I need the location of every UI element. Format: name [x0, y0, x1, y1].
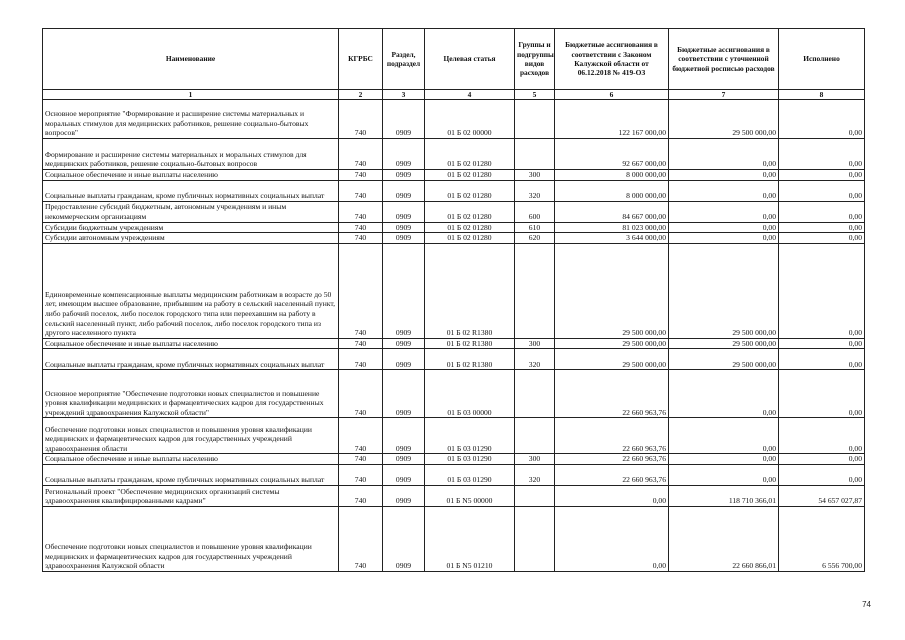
cell-target: 01 Б N5 00000: [425, 485, 515, 506]
cell-section: 0909: [383, 485, 425, 506]
cell-section: 0909: [383, 170, 425, 181]
cell-name: Субсидии бюджетным учреждениям: [43, 222, 339, 233]
cell-kgrbs: 740: [339, 180, 383, 201]
cell-executed: 0,00: [779, 100, 865, 139]
cell-group: [515, 243, 555, 338]
cell-section: 0909: [383, 243, 425, 338]
cell-section: 0909: [383, 464, 425, 485]
cell-group: 320: [515, 180, 555, 201]
cell-executed: 0,00: [779, 139, 865, 170]
table-row: [43, 222, 865, 233]
cell-kgrbs: 740: [339, 100, 383, 139]
cell-section: 0909: [383, 201, 425, 222]
header-budget-law: Бюджетные ассигнования в соответствии с Законом Калужской области от 06.12.2018 № 419-ОЗ: [555, 29, 669, 90]
cell-executed: 54 657 027,87: [779, 485, 865, 506]
cell-budget-law: 22 660 963,76: [555, 454, 669, 465]
cell-target: 01 Б 02 01280: [425, 201, 515, 222]
cell-name: Предоставление субсидий бюджетным, автономным учреждениям и иным некоммерческим организациям: [43, 201, 339, 222]
table-row: [43, 506, 865, 571]
cell-name: Основное мероприятие "Формирование и расширение системы материальных и моральных стимулов для медицинских работников, решение социально-бытовых вопросов": [43, 100, 339, 139]
budget-table: [42, 28, 865, 572]
cell-budget-law: 22 660 963,76: [555, 370, 669, 418]
cell-target: 01 Б 02 01280: [425, 233, 515, 244]
table-row: [43, 418, 865, 454]
cell-budget-refined: 29 500 000,00: [669, 100, 779, 139]
cell-executed: 0,00: [779, 170, 865, 181]
cell-target: 01 Б 02 01280: [425, 180, 515, 201]
cell-executed: 0,00: [779, 233, 865, 244]
cell-budget-refined: 0,00: [669, 201, 779, 222]
cell-target: 01 Б 02 R1380: [425, 338, 515, 349]
cell-name: Единовременные компенсационные выплаты медицинским работникам в возрасте до 50 лет, имеющим высшее образование, прибывшим на работу в сельский населенный пункт, либо рабочий поселок, либо поселок городского типа или переехавшим на работу в сельский населенный пункт, либо рабочий поселок, либо поселок городского типа из другого населенного пункта: [43, 243, 339, 338]
cell-kgrbs: 740: [339, 485, 383, 506]
cell-target: 01 Б 02 00000: [425, 100, 515, 139]
header-row: [43, 29, 865, 90]
table-row: [43, 243, 865, 338]
cell-kgrbs: 740: [339, 139, 383, 170]
cell-budget-law: 22 660 963,76: [555, 464, 669, 485]
cell-name: Социальное обеспечение и иные выплаты населению: [43, 454, 339, 465]
cell-budget-law: 29 500 000,00: [555, 349, 669, 370]
cell-section: 0909: [383, 100, 425, 139]
cell-budget-law: 8 000 000,00: [555, 180, 669, 201]
cell-executed: 0,00: [779, 418, 865, 454]
cell-kgrbs: 740: [339, 349, 383, 370]
cell-target: 01 Б 02 01280: [425, 170, 515, 181]
column-number: 1: [43, 90, 339, 100]
table-row: [43, 464, 865, 485]
table-row: [43, 233, 865, 244]
cell-executed: 0,00: [779, 180, 865, 201]
cell-executed: 0,00: [779, 464, 865, 485]
cell-target: 01 Б 02 01280: [425, 222, 515, 233]
table-row: [43, 370, 865, 418]
cell-budget-law: 81 023 000,00: [555, 222, 669, 233]
table-row: [43, 170, 865, 181]
header-kgrbs: КГРБС: [339, 29, 383, 90]
cell-name: Обеспечение подготовки новых специалистов и повышения уровня квалификации медицинских и фармацевтических кадров для государственных учреждений здравоохранения области: [43, 418, 339, 454]
cell-group: 320: [515, 464, 555, 485]
cell-group: 610: [515, 222, 555, 233]
cell-budget-refined: 0,00: [669, 464, 779, 485]
cell-kgrbs: 740: [339, 338, 383, 349]
cell-group: 620: [515, 233, 555, 244]
table-row: [43, 485, 865, 506]
cell-section: 0909: [383, 370, 425, 418]
cell-name: Формирование и расширение системы материальных и моральных стимулов для медицинских работников, решение социально-бытовых вопросов: [43, 139, 339, 170]
header-executed: Исполнено: [779, 29, 865, 90]
cell-budget-law: 122 167 000,00: [555, 100, 669, 139]
cell-group: [515, 485, 555, 506]
cell-section: 0909: [383, 338, 425, 349]
cell-budget-refined: 29 500 000,00: [669, 243, 779, 338]
cell-name: Социальное обеспечение и иные выплаты населению: [43, 170, 339, 181]
cell-budget-refined: 29 500 000,00: [669, 338, 779, 349]
cell-budget-law: 29 500 000,00: [555, 338, 669, 349]
cell-group: 300: [515, 454, 555, 465]
cell-budget-refined: 0,00: [669, 418, 779, 454]
cell-section: 0909: [383, 180, 425, 201]
cell-budget-refined: 0,00: [669, 454, 779, 465]
cell-section: 0909: [383, 139, 425, 170]
table-row: [43, 338, 865, 349]
cell-group: [515, 418, 555, 454]
cell-target: 01 Б 02 R1380: [425, 243, 515, 338]
cell-name: Субсидии автономным учреждениям: [43, 233, 339, 244]
column-number: 6: [555, 90, 669, 100]
cell-budget-refined: 0,00: [669, 222, 779, 233]
cell-section: 0909: [383, 506, 425, 571]
cell-target: 01 Б 03 01290: [425, 454, 515, 465]
header-section: Раздел, подраздел: [383, 29, 425, 90]
cell-budget-refined: 0,00: [669, 139, 779, 170]
table-row: [43, 139, 865, 170]
cell-group: [515, 100, 555, 139]
cell-group: [515, 139, 555, 170]
page-number: 74: [862, 600, 871, 609]
header-name: Наименование: [43, 29, 339, 90]
cell-executed: 0,00: [779, 222, 865, 233]
cell-budget-law: 84 667 000,00: [555, 201, 669, 222]
cell-budget-law: 92 667 000,00: [555, 139, 669, 170]
cell-group: [515, 506, 555, 571]
table-row: [43, 349, 865, 370]
cell-kgrbs: 740: [339, 370, 383, 418]
cell-target: 01 Б 02 R1380: [425, 349, 515, 370]
cell-kgrbs: 740: [339, 454, 383, 465]
cell-target: 01 Б 03 00000: [425, 370, 515, 418]
budget-table-sheet: [42, 28, 864, 572]
table-row: [43, 201, 865, 222]
cell-target: 01 Б N5 01210: [425, 506, 515, 571]
cell-section: 0909: [383, 454, 425, 465]
cell-group: 320: [515, 349, 555, 370]
column-number: 5: [515, 90, 555, 100]
cell-group: [515, 370, 555, 418]
cell-name: Социальные выплаты гражданам, кроме публичных нормативных социальных выплат: [43, 180, 339, 201]
column-number: 3: [383, 90, 425, 100]
cell-target: 01 Б 02 01280: [425, 139, 515, 170]
cell-budget-law: 0,00: [555, 485, 669, 506]
cell-executed: 0,00: [779, 338, 865, 349]
cell-executed: 0,00: [779, 243, 865, 338]
cell-group: 600: [515, 201, 555, 222]
cell-target: 01 Б 03 01290: [425, 464, 515, 485]
cell-section: 0909: [383, 349, 425, 370]
cell-kgrbs: 740: [339, 243, 383, 338]
cell-kgrbs: 740: [339, 464, 383, 485]
cell-budget-refined: 0,00: [669, 233, 779, 244]
table-body: [43, 100, 865, 572]
cell-name: Социальное обеспечение и иные выплаты населению: [43, 338, 339, 349]
cell-executed: 0,00: [779, 201, 865, 222]
cell-executed: 0,00: [779, 349, 865, 370]
column-number: 8: [779, 90, 865, 100]
cell-kgrbs: 740: [339, 170, 383, 181]
cell-name: Обеспечение подготовки новых специалистов и повышение уровня квалификации медицинских и фармацевтических кадров для государственных учреждений здравоохранения Калужской области: [43, 506, 339, 571]
cell-kgrbs: 740: [339, 201, 383, 222]
table-row: [43, 180, 865, 201]
column-number: 7: [669, 90, 779, 100]
cell-kgrbs: 740: [339, 418, 383, 454]
table-row: [43, 454, 865, 465]
cell-budget-law: 0,00: [555, 506, 669, 571]
cell-budget-refined: 0,00: [669, 180, 779, 201]
cell-section: 0909: [383, 233, 425, 244]
cell-group: 300: [515, 338, 555, 349]
header-budget-refined: Бюджетные ассигнования в соответствии с уточненной бюджетной росписью расходов: [669, 29, 779, 90]
column-number: 2: [339, 90, 383, 100]
cell-kgrbs: 740: [339, 233, 383, 244]
cell-name: Социальные выплаты гражданам, кроме публичных нормативных социальных выплат: [43, 464, 339, 485]
cell-group: 300: [515, 170, 555, 181]
header-target: Целевая статья: [425, 29, 515, 90]
cell-name: Региональный проект "Обеспечение медицинских организаций системы здравоохранения квалифицированными кадрами": [43, 485, 339, 506]
cell-executed: 6 556 700,00: [779, 506, 865, 571]
cell-name: Основное мероприятие "Обеспечение подготовки новых специалистов и повышение уровня квалификации медицинских и фармацевтических кадров для государственных учреждений здравоохранения Калужской области": [43, 370, 339, 418]
cell-budget-refined: 29 500 000,00: [669, 349, 779, 370]
cell-executed: 0,00: [779, 454, 865, 465]
table-row: [43, 100, 865, 139]
column-number: 4: [425, 90, 515, 100]
cell-section: 0909: [383, 222, 425, 233]
cell-section: 0909: [383, 418, 425, 454]
header-groups: Группы и подгруппы видов расходов: [515, 29, 555, 90]
cell-kgrbs: 740: [339, 222, 383, 233]
cell-budget-law: 8 000 000,00: [555, 170, 669, 181]
cell-budget-refined: 0,00: [669, 370, 779, 418]
cell-budget-law: 29 500 000,00: [555, 243, 669, 338]
cell-budget-law: 3 644 000,00: [555, 233, 669, 244]
cell-budget-refined: 22 660 866,01: [669, 506, 779, 571]
cell-budget-refined: 0,00: [669, 170, 779, 181]
cell-executed: 0,00: [779, 370, 865, 418]
cell-target: 01 Б 03 01290: [425, 418, 515, 454]
column-number-row: [43, 90, 865, 100]
cell-name: Социальные выплаты гражданам, кроме публичных нормативных социальных выплат: [43, 349, 339, 370]
cell-budget-refined: 118 710 366,01: [669, 485, 779, 506]
cell-budget-law: 22 660 963,76: [555, 418, 669, 454]
cell-kgrbs: 740: [339, 506, 383, 571]
